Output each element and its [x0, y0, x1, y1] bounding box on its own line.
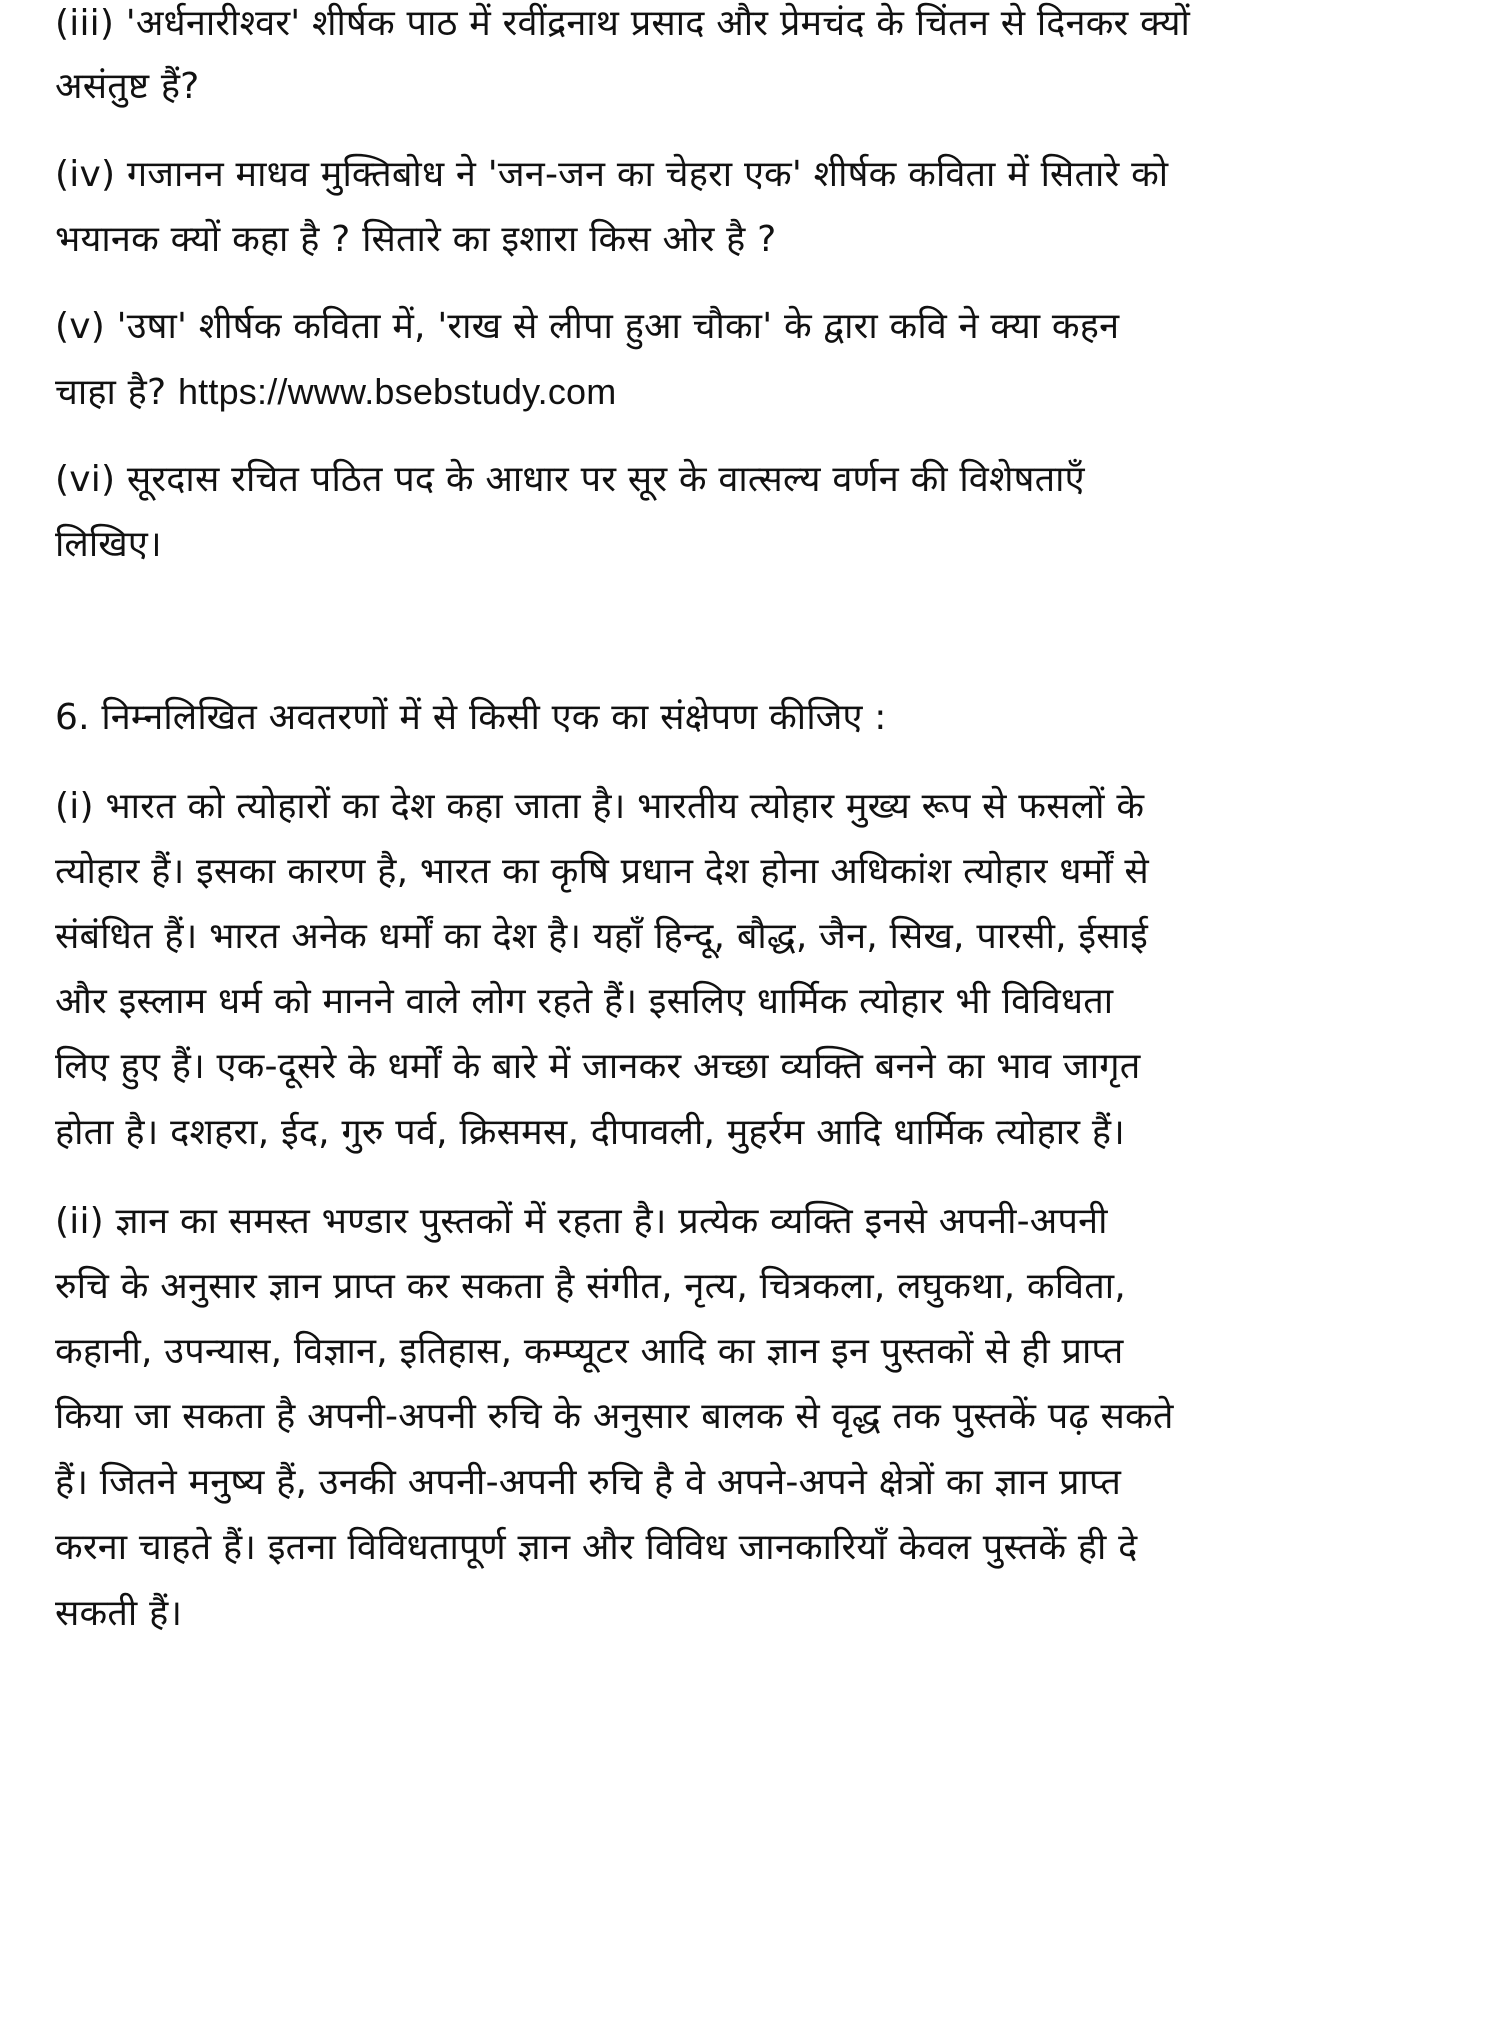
question-text-line: भयानक क्यों कहा है ? सितारे का इशारा किस ओर है ? [55, 219, 777, 260]
question-text-line: (v) 'उषा' शीर्षक कविता में, 'राख से लीपा हुआ चौका' के द्वारा कवि ने क्या कहन [55, 306, 1120, 347]
question-6-heading: 6. निम्नलिखित अवतरणों में से किसी एक का संक्षेपण कीजिए : [55, 697, 887, 738]
question-text-line: (vi) सूरदास रचित पठित पद के आधार पर सूर के वात्सल्य वर्णन की विशेषताएँ [55, 459, 1085, 500]
question-text-line: (iv) गजानन माधव मुक्तिबोध ने 'जन-जन का चेहरा एक' शीर्षक कविता में सितारे को [55, 154, 1169, 195]
passage-line: और इस्लाम धर्म को मानने वाले लोग रहते हैं। इसलिए धार्मिक त्योहार भी विविधता [55, 981, 1114, 1022]
passage-line: लिए हुए हैं। एक-दूसरे के धर्मों के बारे में जानकर अच्छा व्यक्ति बनने का भाव जागृत [55, 1046, 1141, 1087]
passage-line: होता है। दशहरा, ईद, गुरु पर्व, क्रिसमस, दीपावली, मुहर्रम आदि धार्मिक त्योहार हैं। [55, 1112, 1125, 1153]
passage-line: रुचि के अनुसार ज्ञान प्राप्त कर सकता है संगीत, नृत्य, चित्रकला, लघुकथा, कविता, [55, 1266, 1126, 1307]
passage-line: कहानी, उपन्यास, विज्ञान, इतिहास, कम्प्यूटर आदि का ज्ञान इन पुस्तकों से ही प्राप्त [55, 1331, 1124, 1372]
passage-line: हैं। जितने मनुष्य हैं, उनकी अपनी-अपनी रुचि है वे अपने-अपने क्षेत्रों का ज्ञान प्राप्त [55, 1462, 1122, 1503]
passage-line: (ii) ज्ञान का समस्त भण्डार पुस्तकों में रहता है। प्रत्येक व्यक्ति इनसे अपनी-अपनी [55, 1201, 1108, 1242]
question-text-line: लिखिए। [55, 524, 162, 565]
passage-line: किया जा सकता है अपनी-अपनी रुचि के अनुसार बालक से वृद्ध तक पुस्तकें पढ़ सकते [55, 1396, 1174, 1437]
website-url: https://www.bsebstudy.com [177, 371, 617, 412]
passage-line: सकती हैं। [55, 1593, 183, 1634]
passage-line: करना चाहते हैं। इतना विविधतापूर्ण ज्ञान और विविध जानकारियाँ केवल पुस्तकें ही दे [55, 1527, 1138, 1568]
passage-line: संबंधित हैं। भारत अनेक धर्मों का देश है। यहाँ हिन्दू, बौद्ध, जैन, सिख, पारसी, ईसाई [55, 916, 1149, 957]
question-text-line [55, 368, 616, 417]
question-text-line: असंतुष्ट हैं? [55, 66, 200, 107]
question-text-line: (iii) 'अर्धनारीश्वर' शीर्षक पाठ में रवींद्रनाथ प्रसाद और प्रेमचंद के चिंतन से दिनकर क्यों [55, 3, 1190, 44]
passage-line: (i) भारत को त्योहारों का देश कहा जाता है। भारतीय त्योहार मुख्य रूप से फसलों के [55, 786, 1145, 827]
passage-line: त्योहार हैं। इसका कारण है, भारत का कृषि प्रधान देश होना अधिकांश त्योहार धर्मों से [55, 851, 1149, 892]
question-text-fragment: चाहा है? [55, 372, 167, 413]
